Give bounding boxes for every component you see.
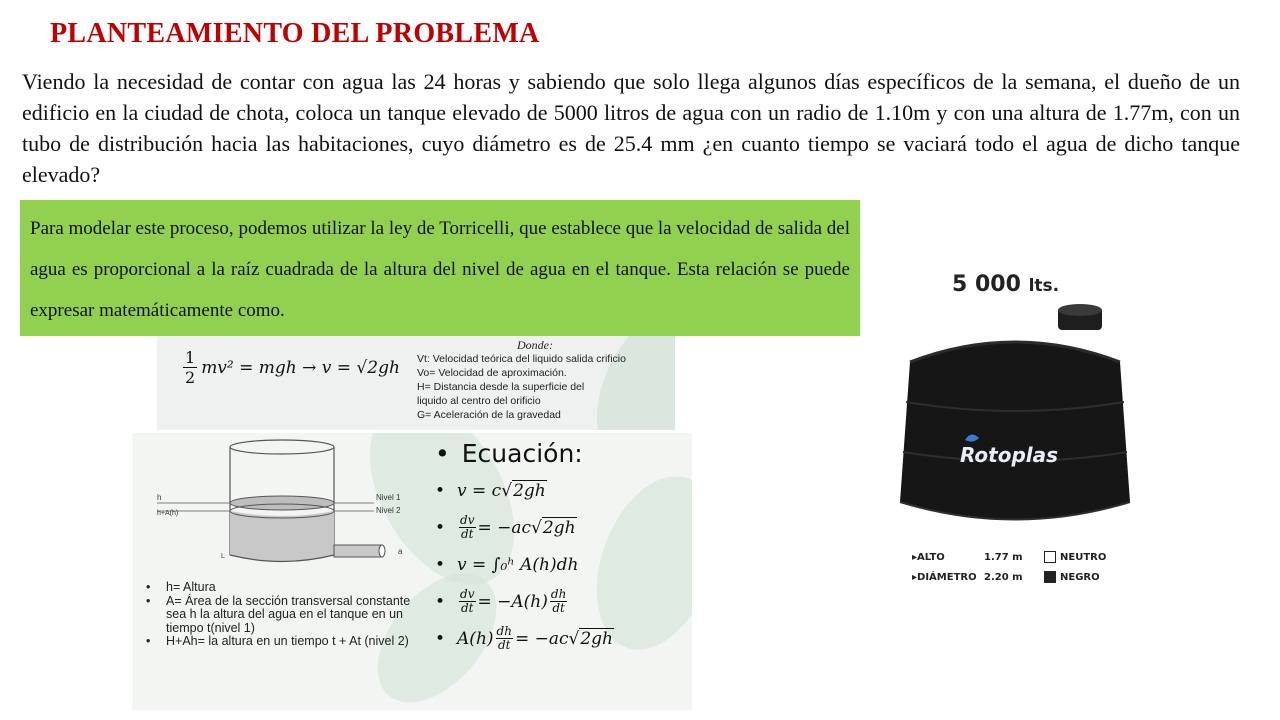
a-label: a	[398, 547, 403, 556]
bullet-item: • h= Altura	[142, 581, 422, 595]
tank-specs	[912, 547, 1106, 587]
sqrt-content: 2gh	[513, 481, 546, 501]
formula-text: mv² = mgh → v = √2gh	[201, 357, 400, 378]
neutral-swatch	[1044, 551, 1056, 563]
derivative-fraction	[459, 514, 475, 541]
sqrt-symbol: √	[531, 517, 542, 538]
frac-den: dt	[461, 601, 474, 615]
fraction-denominator: 2	[185, 368, 196, 387]
frac-den: dt	[461, 527, 474, 541]
spec-value: 2.20 m	[984, 571, 1023, 583]
bullet-item: • A= Área de la sección transversal constante sea h la altura del agua en el tanque en un tiempo t(nivel 1)	[142, 595, 422, 636]
sqrt-content: 2gh	[580, 629, 614, 649]
frac-num: • dv	[460, 587, 475, 601]
definition-line: liquido al centro del orificio	[417, 395, 541, 407]
sqrt-content: 2gh	[542, 518, 576, 538]
eq-text: = −ac	[477, 517, 532, 538]
equation-4	[435, 583, 685, 620]
spec-label: ▸ALTO	[912, 551, 945, 563]
color-label: NEUTRO	[1060, 551, 1107, 563]
nivel1-label: Nivel 1	[376, 493, 401, 502]
hah-label: h+A(h)	[157, 510, 179, 517]
capacity-label	[952, 272, 1059, 297]
equation-list	[435, 439, 685, 657]
eq-text: • v = c	[457, 480, 502, 501]
frac-den: dt	[497, 638, 511, 652]
variable-definitions	[142, 581, 422, 649]
equation-5	[435, 620, 685, 657]
formula-definitions	[417, 338, 626, 422]
one-half-fraction	[183, 348, 197, 387]
frac-num: dh	[496, 624, 512, 638]
sqrt-symbol: √	[501, 480, 513, 501]
donde-label: Donde:	[517, 338, 553, 352]
nivel2-label: Nivel 2	[376, 506, 401, 515]
definition-line: Vo= Velocidad de aproximación.	[417, 367, 567, 379]
fraction-numerator: 1	[185, 348, 196, 367]
product-tank-image	[870, 262, 1160, 602]
equation-heading: • Ecuación:	[435, 439, 685, 468]
capacity-unit: lts.	[1028, 276, 1060, 296]
definition-line: H= Distancia desde la superficie del	[417, 381, 585, 393]
frac-num: • dv	[460, 513, 475, 527]
definition-line: G= Aceleración de la gravedad	[417, 409, 561, 421]
equation-1	[435, 472, 685, 509]
frac-den: dt	[552, 601, 565, 615]
eq-text: • A(h)	[457, 628, 494, 649]
black-swatch	[1044, 571, 1056, 583]
equation-image	[132, 433, 692, 710]
frac-num: dh	[550, 587, 567, 601]
color-label: NEGRO	[1060, 571, 1100, 583]
derivative-fraction	[550, 588, 567, 615]
black-tank-icon	[870, 302, 1160, 542]
sqrt-symbol: √	[568, 628, 580, 649]
capacity-value: 5 000	[952, 272, 1021, 297]
spec-diametro	[912, 567, 1106, 587]
eq-text: = −A(h)	[477, 591, 548, 612]
torricelli-formula-image	[157, 336, 675, 430]
h-label: h	[157, 493, 162, 502]
slide-title: PLANTEAMIENTO DEL PROBLEMA	[50, 18, 540, 49]
rotoplas-logo: Rotoplas	[960, 443, 1059, 467]
eq-text: = −ac	[514, 628, 569, 649]
bullet-item: • H+Ah= la altura en un tiempo t + At (nivel 2)	[142, 635, 422, 649]
energy-formula	[183, 348, 400, 387]
spec-label: ▸DIÁMETRO	[912, 571, 977, 583]
tank-diagram	[142, 433, 417, 573]
spec-value: 1.77 m	[984, 551, 1023, 563]
derivative-fraction	[496, 625, 513, 652]
problem-statement: Viendo la necesidad de contar con agua las 24 horas y sabiendo que solo llega algunos días específicos de la semana, el dueño de un edificio en la ciudad de chota, coloca un tanque elevado de 5000 litros de agua con un radio de 1.10m y con una altura de 1.77m, con un tubo de distribución hacia las habitaciones, cuyo diámetro es de 25.4 mm ¿en cuanto tiempo se vaciará todo el agua de dicho tanque elevado?	[22, 69, 1240, 187]
spec-alto	[912, 547, 1106, 567]
equation-2	[435, 509, 685, 546]
derivative-fraction	[459, 588, 475, 615]
torricelli-explanation-box: Para modelar este proceso, podemos utilizar la ley de Torricelli, que establece que la velocidad de salida del agua es proporcional a la raíz cuadrada de la altura del nivel de agua en el tanque. Esta relación se puede expresar matemáticamente como.	[20, 200, 860, 336]
definition-line: Vt: Velocidad teórica del liquido salida crificio	[417, 353, 626, 365]
l-label: L	[221, 553, 225, 560]
eq-text: • v = ∫₀ʰ A(h)dh	[457, 554, 579, 575]
equation-3	[435, 546, 685, 583]
